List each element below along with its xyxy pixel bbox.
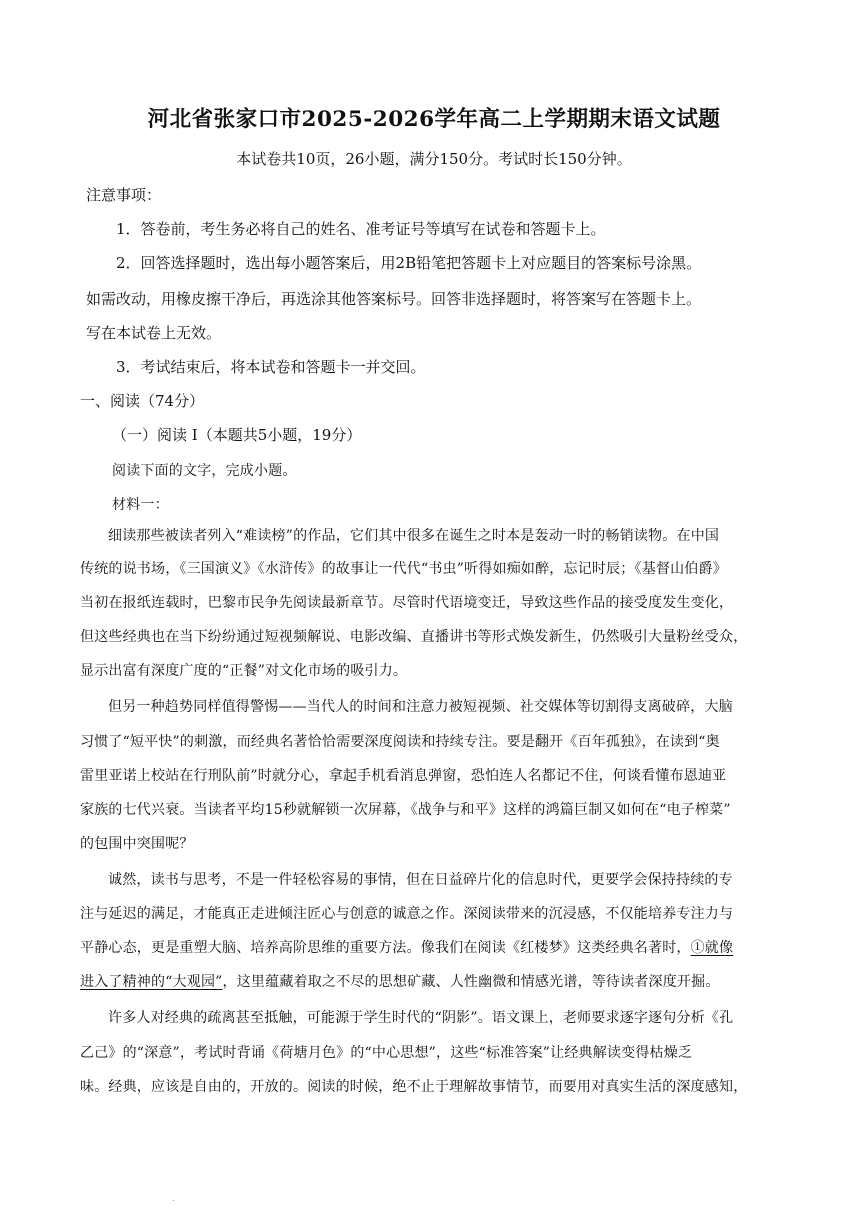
document-title: 河北省张家口市2025-2026学年高二上学期期末语文试题 [147,107,721,132]
passage-line: 细读那些被读者列入“难读榜”的作品，它们其中很多在诞生之时本是轰动一时的畅销读物。在中国 [108,528,720,544]
passage-line: 雷里亚诺上校站在行刑队前”时就分心，拿起手机看消息弹窗，恐怕连人名都记不住，何谈看懂布恩迪亚 [80,768,727,784]
passage-line: 诚然，读书与思考，不是一件轻松容易的事情，但在日益碎片化的信息时代，更要学会保持持续的专 [108,872,733,888]
passage-line: 家族的七代兴衰。当读者平均15秒就解锁一次屏幕，《战争与和平》这样的鸿篇巨制又如何在“电子榨菜” [80,802,731,818]
passage-line: 许多人对经典的疏离甚至抵触，可能源于学生时代的“阴影”。语文课上，老师要求逐字逐句分析《孔 [108,1010,734,1026]
notes-item-1: 1．答卷前，考生务必将自己的姓名、准考证号等填写在试卷和答题卡上。 [116,220,606,238]
instruction-text: 阅读下面的文字，完成小题。 [112,463,297,479]
notes-item-2-line-3: 写在本试卷上无效。 [86,324,222,342]
notes-item-2-line-1: 2．回答选择题时，选出每小题答案后，用2B铅笔把答题卡上对应题目的答案标号涂黑。 [116,254,702,272]
passage-line: 显示出富有深度广度的“正餐”对文化市场的吸引力。 [80,663,408,679]
passage-text: ，这里蕴藏着取之不尽的思想矿藏、人性幽微和情感光谱，等待读者深度开掘。 [222,974,720,990]
notes-heading: 注意事项： [86,186,162,204]
page-speck: · [172,1196,176,1207]
passage-line: 但这些经典也在当下纷纷通过短视频解说、电影改编、直播讲书等形式焕发新生，仍然吸引大量粉丝受众， [80,629,748,645]
underlined-phrase-2: 进入了精神的“大观园” [80,974,223,990]
subsection-heading: （一）阅读 I（本题共5小题，19分） [112,426,362,444]
passage-line: 当初在报纸连载时，巴黎市民争先阅读最新章节。尽管时代语境变迁，导致这些作品的接受度发生变化， [80,595,734,611]
notes-item-2-line-2: 如需改动，用橡皮擦干净后，再选涂其他答案标号。回答非选择题时，将答案写在答题卡上。 [86,290,702,308]
passage-line: 但另一种趋势同样值得警惕——当代人的时间和注意力被短视频、社交媒体等切割得支离破碎，大脑 [108,699,733,715]
underlined-phrase-1: ①就像 [690,940,734,956]
passage-line: 的包围中突围呢？ [80,836,194,852]
passage-line: 味。经典，应该是自由的，开放的。阅读的时候，绝不止于理解故事情节，而要用对真实生活的深度感知， [80,1079,748,1095]
passage-line [80,937,733,957]
material-label: 材料一： [112,497,169,513]
document-subtitle: 本试卷共10页，26小题，满分150分。考试时长150分钟。 [236,150,632,168]
section-heading: 一、阅读（74分） [80,392,205,410]
passage-text: 平静心态，更是重塑大脑、培养高阶思维的重要方法。像我们在阅读《红楼梦》这类经典名著时， [80,940,691,956]
passage-line: 传统的说书场，《三国演义》《水浒传》的故事让一代代“书虫”听得如痴如醉，忘记时辰；《基督山伯爵》 [80,561,727,577]
notes-item-3: 3．考试结束后，将本试卷和答题卡一并交回。 [116,358,426,376]
passage-line: 习惯了“短平快”的刺激，而经典名著恰恰需要深度阅读和持续专注。要是翻开《百年孤独》，在读到“奥 [80,734,720,750]
passage-line: 注与延迟的满足，才能真正走进倾注匠心与创意的诚意之作。深阅读带来的沉浸感，不仅能培养专注力与 [80,906,734,922]
passage-line: 乙己》的“深意”，考试时背诵《荷塘月色》的“中心思想”，这些“标准答案”让经典解读变得枯燥乏 [80,1045,693,1061]
passage-line [80,971,720,991]
